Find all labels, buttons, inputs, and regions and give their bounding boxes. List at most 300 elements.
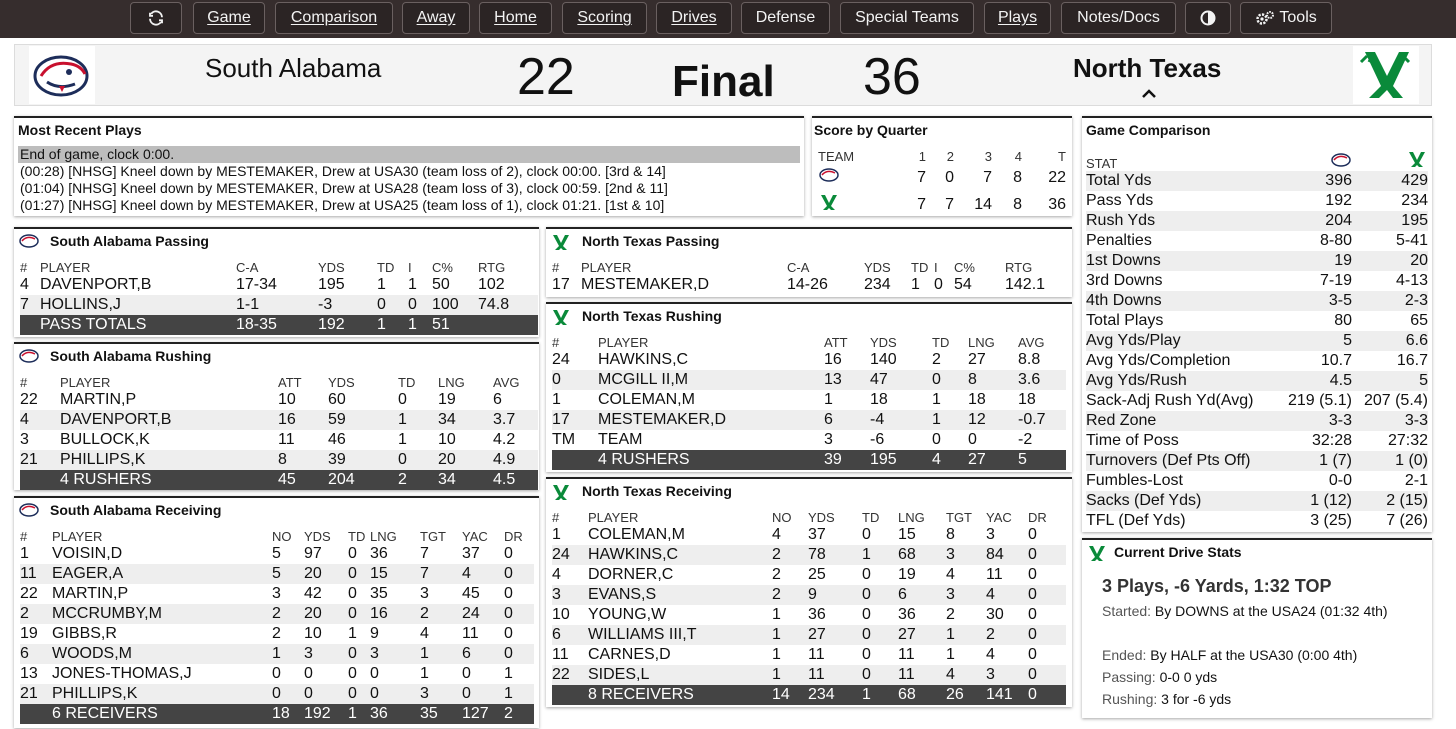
table-cell: 37 bbox=[462, 545, 480, 562]
total-cell: 1 bbox=[377, 315, 408, 335]
table-cell: 100 bbox=[432, 295, 478, 315]
table-cell: 78 bbox=[808, 545, 862, 565]
table-cell: 34 bbox=[438, 410, 493, 430]
table-cell: 0 bbox=[504, 545, 513, 562]
total-cell: 192 bbox=[318, 315, 377, 335]
stat-label: Total Yds bbox=[1086, 171, 1284, 191]
unt-rushing-panel bbox=[546, 302, 1072, 472]
score-by-quarter-panel bbox=[812, 116, 1072, 216]
table-cell: 0 bbox=[862, 646, 871, 663]
usa-mini-logo bbox=[18, 233, 40, 251]
table-cell: 22 bbox=[20, 391, 38, 408]
table-row bbox=[20, 684, 534, 704]
unt-receiving-panel bbox=[546, 477, 1072, 707]
stat-label: Avg Yds/Rush bbox=[1086, 371, 1284, 391]
stat-value: 8-80 bbox=[1319, 232, 1352, 249]
stat-value: 2-1 bbox=[1404, 472, 1428, 489]
table-row bbox=[20, 624, 534, 644]
drive-rushing bbox=[1102, 688, 1402, 710]
total-cell: 39 bbox=[824, 450, 870, 470]
col-header: YDS bbox=[304, 529, 331, 544]
col-header: ATT bbox=[824, 335, 848, 350]
table-cell: DAVENPORT,B bbox=[60, 410, 278, 430]
total-cell: 18-35 bbox=[236, 315, 318, 335]
stat-value: 1 (7) bbox=[1284, 451, 1352, 471]
table-cell: 3 bbox=[986, 665, 1028, 685]
table-cell: 1-1 bbox=[236, 295, 318, 315]
col-header: STAT bbox=[1086, 156, 1118, 171]
rushing-label: Rushing: bbox=[1102, 691, 1158, 707]
table-cell: 2 bbox=[772, 566, 781, 583]
table-cell: 10 bbox=[278, 391, 296, 408]
col-header: RTG bbox=[478, 260, 506, 275]
col-header: # bbox=[20, 375, 28, 390]
stat-value: 6.6 bbox=[1352, 331, 1428, 351]
comparison-row bbox=[1086, 511, 1428, 531]
table-cell: 18 bbox=[870, 391, 888, 408]
stat-value: 5 bbox=[1284, 331, 1352, 351]
table-cell: -4 bbox=[870, 410, 932, 430]
table-cell: 0 bbox=[932, 431, 941, 448]
table-cell: 0 bbox=[348, 604, 370, 624]
table-cell: 21 bbox=[20, 450, 60, 470]
stats-table bbox=[552, 505, 1066, 705]
table-cell: 0 bbox=[370, 665, 379, 682]
table-cell: 1 bbox=[552, 526, 561, 543]
table-cell: 0 bbox=[272, 665, 281, 682]
table-row bbox=[552, 665, 1066, 685]
table-row bbox=[20, 295, 538, 315]
stat-label: Turnovers (Def Pts Off) bbox=[1086, 451, 1284, 471]
total-cell: 26 bbox=[946, 685, 986, 705]
table-cell: 11 bbox=[20, 564, 52, 584]
table-cell: 1 bbox=[946, 625, 986, 645]
nav-away[interactable]: Away bbox=[402, 2, 470, 34]
table-cell: 4 bbox=[986, 585, 1028, 605]
contrast-toggle-button[interactable] bbox=[1185, 2, 1231, 34]
table-cell: 42 bbox=[304, 585, 322, 602]
table-cell: 2 bbox=[946, 606, 955, 623]
table-cell: DAVENPORT,B bbox=[40, 276, 152, 293]
stat-label: Penalties bbox=[1086, 232, 1152, 249]
table-cell: 36 bbox=[370, 545, 388, 562]
table-cell: 0 bbox=[348, 564, 370, 584]
table-cell: 0 bbox=[862, 606, 871, 623]
stat-label: TFL (Def Yds) bbox=[1086, 512, 1186, 529]
stat-label: Total Plays bbox=[1086, 312, 1164, 329]
table-cell: 37 bbox=[808, 526, 826, 543]
stat-value: 3-5 bbox=[1284, 291, 1352, 311]
refresh-button[interactable] bbox=[130, 2, 182, 34]
table-row bbox=[20, 390, 538, 410]
table-cell: 3.7 bbox=[493, 410, 538, 430]
table-cell: 3 bbox=[370, 644, 420, 664]
comparison-row bbox=[1086, 271, 1428, 291]
col-header: # bbox=[552, 510, 560, 525]
total-cell: 1 bbox=[408, 315, 432, 335]
table-row bbox=[552, 525, 1066, 545]
table-cell: 6 bbox=[493, 391, 502, 408]
table-cell: 0 bbox=[862, 625, 898, 645]
total-cell: 34 bbox=[438, 470, 493, 490]
col-header: I bbox=[934, 260, 938, 275]
nav-drives[interactable]: Drives bbox=[656, 2, 732, 34]
table-cell: 19 bbox=[438, 391, 456, 408]
totals-row bbox=[20, 315, 538, 335]
nav-game[interactable]: Game bbox=[193, 2, 265, 34]
table-cell: COLEMAN,M bbox=[598, 391, 695, 408]
stat-value: 19 bbox=[1284, 251, 1352, 271]
col-header: YDS bbox=[318, 260, 345, 275]
table-cell: 5 bbox=[272, 545, 281, 562]
away-score: 22 bbox=[517, 48, 575, 106]
total-cell: 141 bbox=[986, 685, 1028, 705]
total-cell bbox=[20, 704, 52, 724]
nav-scoring[interactable]: Scoring bbox=[562, 2, 647, 34]
total-cell: 4 RUSHERS bbox=[60, 470, 278, 490]
total-cell: 2 bbox=[504, 704, 534, 724]
comparison-row bbox=[1086, 431, 1428, 451]
table-cell: 17-34 bbox=[236, 276, 277, 293]
col-header: DR bbox=[1028, 510, 1047, 525]
table-cell: 3 bbox=[824, 431, 833, 448]
col-header: YDS bbox=[870, 335, 897, 350]
comparison-row bbox=[1086, 191, 1428, 211]
table-row bbox=[552, 410, 1066, 430]
table-cell: VOISIN,D bbox=[52, 545, 123, 562]
table-cell: 1 bbox=[398, 431, 407, 448]
table-cell: 1 bbox=[862, 545, 898, 565]
nav-home[interactable]: Home bbox=[479, 2, 552, 34]
table-cell: 0 bbox=[272, 684, 304, 704]
table-cell: 16 bbox=[370, 604, 420, 624]
table-cell: 54 bbox=[954, 276, 972, 293]
table-cell: 27 bbox=[968, 351, 986, 368]
ended-label: Ended: bbox=[1102, 647, 1147, 663]
table-cell: EVANS,S bbox=[588, 585, 772, 605]
nav-special-teams[interactable]: Special Teams bbox=[840, 2, 974, 34]
quarter-score: 7 bbox=[945, 195, 954, 213]
table-cell: 22 bbox=[552, 665, 588, 685]
panel-title: North Texas Rushing bbox=[582, 308, 722, 324]
play-item: (01:04) [NHSG] Kneel down by MESTEMAKER, Drew at USA28 (team loss of 3), clock 00:59. [2nd & 11] bbox=[20, 180, 668, 196]
total-cell: 4.5 bbox=[493, 470, 538, 490]
table-cell: 8 bbox=[968, 370, 1018, 390]
quarter-score: 7 bbox=[983, 168, 992, 186]
stat-value: 1 (0) bbox=[1352, 451, 1428, 471]
table-cell: 0 bbox=[304, 684, 348, 704]
table-row bbox=[20, 564, 534, 584]
table-cell: 142.1 bbox=[1005, 276, 1046, 293]
table-cell: GIBBS,R bbox=[52, 625, 117, 642]
table-cell: 11 bbox=[808, 646, 825, 663]
table-cell: 4.9 bbox=[493, 450, 538, 470]
table-cell: 0 bbox=[862, 566, 871, 583]
table-cell: 25 bbox=[808, 566, 826, 583]
table-row bbox=[552, 430, 1066, 450]
table-cell: 3.6 bbox=[1018, 370, 1066, 390]
stats-table bbox=[552, 330, 1066, 470]
comparison-row bbox=[1086, 411, 1428, 431]
stat-label: Pass Yds bbox=[1086, 192, 1154, 209]
table-cell: 0 bbox=[968, 431, 977, 448]
total-cell: 51 bbox=[432, 315, 478, 335]
play-item: (01:27) [NHSG] Kneel down by MESTEMAKER, Drew at USA25 (team loss of 1), clock 01:21. [1st & 10] bbox=[20, 197, 665, 213]
stat-label: Sacks (Def Yds) bbox=[1086, 491, 1284, 511]
south-alabama-logo bbox=[29, 46, 95, 104]
comparison-row bbox=[1086, 311, 1428, 331]
unt-mini-logo bbox=[550, 308, 572, 326]
table-cell: 8 bbox=[278, 450, 328, 470]
table-cell: 11 bbox=[898, 665, 946, 685]
table-cell: 15 bbox=[898, 526, 916, 543]
stat-value: 3-3 bbox=[1284, 411, 1352, 431]
table-cell: 2 bbox=[272, 625, 281, 642]
table-cell: 0 bbox=[1028, 585, 1066, 605]
table-cell: JONES-THOMAS,J bbox=[52, 665, 192, 682]
table-cell: 11 bbox=[898, 646, 915, 663]
table-cell: 3 bbox=[552, 585, 588, 605]
table-cell: 8.8 bbox=[1018, 351, 1041, 368]
total-cell: 4 RUSHERS bbox=[598, 450, 824, 470]
team-logo-usa bbox=[818, 164, 902, 191]
col-header: 3 bbox=[984, 149, 992, 164]
table-cell: 10 bbox=[552, 606, 570, 623]
col-header: YAC bbox=[462, 529, 488, 544]
table-cell: 1 bbox=[504, 684, 534, 704]
table-cell: BULLOCK,K bbox=[60, 431, 150, 448]
table-row bbox=[20, 604, 534, 624]
col-header: # bbox=[552, 260, 560, 275]
table-cell: SIDES,L bbox=[588, 665, 772, 685]
table-cell: 12 bbox=[968, 410, 1018, 430]
north-texas-logo bbox=[1353, 46, 1419, 104]
total-cell: 35 bbox=[420, 704, 462, 724]
table-cell: 11 bbox=[808, 665, 862, 685]
table-cell: 3 bbox=[986, 526, 995, 543]
col-header: PLAYER bbox=[52, 529, 103, 544]
total-cell: 234 bbox=[808, 685, 862, 705]
table-cell: 4 bbox=[462, 564, 504, 584]
table-cell: 2 bbox=[986, 625, 1028, 645]
total-cell bbox=[20, 315, 40, 335]
stat-label: 1st Downs bbox=[1086, 251, 1284, 271]
table-cell: 14-26 bbox=[787, 276, 828, 293]
panel-title: Most Recent Plays bbox=[18, 122, 142, 138]
stat-value: 5-41 bbox=[1395, 232, 1428, 249]
table-cell: 47 bbox=[870, 370, 932, 390]
nav-defense[interactable]: Defense bbox=[741, 2, 830, 34]
stat-label: Avg Yds/Play bbox=[1086, 331, 1284, 351]
table-cell: 13 bbox=[20, 665, 38, 682]
current-drive-panel bbox=[1082, 538, 1432, 718]
table-cell: 1 bbox=[348, 625, 357, 642]
total-cell: PASS TOTALS bbox=[40, 315, 236, 335]
col-header: TGT bbox=[420, 529, 446, 544]
totals-row bbox=[20, 704, 534, 724]
table-cell: 0 bbox=[370, 684, 420, 704]
table-cell: 11 bbox=[462, 625, 479, 642]
quarter-score: 8 bbox=[1013, 195, 1022, 213]
table-cell: 4 bbox=[946, 665, 986, 685]
totals-row bbox=[552, 450, 1066, 470]
table-row bbox=[20, 450, 538, 470]
col-header: YDS bbox=[864, 260, 891, 275]
table-cell: 0 bbox=[932, 370, 968, 390]
total-cell bbox=[20, 470, 60, 490]
table-cell: 1 bbox=[772, 625, 808, 645]
table-cell: 1 bbox=[772, 606, 781, 623]
table-cell: 0 bbox=[348, 585, 357, 602]
col-header: C-A bbox=[236, 260, 259, 275]
table-cell: 2 bbox=[772, 585, 808, 605]
col-header: DR bbox=[504, 529, 523, 544]
comparison-row bbox=[1086, 251, 1428, 271]
col-header: C% bbox=[954, 260, 975, 275]
tools-button[interactable]: Tools bbox=[1240, 2, 1332, 34]
table-cell: 6 bbox=[552, 625, 588, 645]
stat-value: 234 bbox=[1401, 192, 1428, 209]
table-cell: 4 bbox=[20, 276, 29, 293]
table-cell: 24 bbox=[552, 351, 570, 368]
passing-label: Passing: bbox=[1102, 669, 1156, 685]
unt-mini-logo bbox=[1086, 544, 1108, 567]
table-cell: 2 bbox=[272, 604, 304, 624]
comparison-row bbox=[1086, 211, 1428, 231]
table-row bbox=[20, 664, 534, 684]
table-cell: 0 bbox=[504, 625, 513, 642]
passing-value: 0-0 0 yds bbox=[1159, 669, 1218, 685]
table-cell: 3 bbox=[20, 431, 29, 448]
table-cell: 1 bbox=[932, 410, 968, 430]
stat-value: 429 bbox=[1352, 171, 1428, 191]
totals-row bbox=[552, 685, 1066, 705]
table-cell: CARNES,D bbox=[588, 646, 671, 663]
usa-rushing-panel bbox=[14, 342, 539, 490]
col-header: TD bbox=[377, 260, 395, 275]
stat-value: 7 (26) bbox=[1386, 512, 1428, 529]
scoreboard bbox=[14, 44, 1432, 106]
started-value: By DOWNS at the USA24 (01:32 4th) bbox=[1154, 603, 1388, 619]
table-cell: 0 bbox=[304, 665, 313, 682]
quarter-score: 7 bbox=[917, 195, 926, 213]
table-cell: 0 bbox=[504, 564, 534, 584]
table-cell: 140 bbox=[870, 351, 897, 368]
total-cell: 14 bbox=[772, 685, 808, 705]
comparison-row bbox=[1086, 291, 1428, 311]
comparison-row bbox=[1086, 331, 1428, 351]
col-header: C% bbox=[432, 260, 453, 275]
stat-value: 32:28 bbox=[1311, 432, 1352, 449]
table-cell: 97 bbox=[304, 545, 322, 562]
table-cell: -2 bbox=[1018, 431, 1033, 448]
col-header: YDS bbox=[808, 510, 835, 525]
nav-notes-docs[interactable]: Notes/Docs bbox=[1061, 2, 1176, 34]
table-cell: 1 bbox=[398, 410, 438, 430]
table-cell: 36 bbox=[808, 606, 826, 623]
table-cell: 45 bbox=[462, 585, 480, 602]
table-cell: 13 bbox=[824, 370, 870, 390]
total-score: 36 bbox=[1048, 195, 1066, 213]
panel-title: South Alabama Rushing bbox=[50, 348, 212, 364]
table-cell: 0 bbox=[1028, 606, 1037, 623]
usa-passing-panel bbox=[14, 227, 539, 337]
usa-receiving-panel bbox=[14, 496, 539, 728]
table-cell: 50 bbox=[432, 276, 450, 293]
total-cell: 4 bbox=[932, 450, 968, 470]
table-cell: 4 bbox=[946, 566, 955, 583]
stat-value: 80 bbox=[1334, 312, 1352, 329]
col-header: 1 bbox=[918, 149, 926, 164]
total-cell: 18 bbox=[272, 704, 304, 724]
table-row bbox=[20, 430, 538, 450]
nav-plays[interactable]: Plays bbox=[984, 2, 1051, 34]
usa-mini-logo bbox=[18, 502, 40, 520]
col-header: AVG bbox=[1018, 335, 1045, 350]
table-cell: 2 bbox=[772, 545, 808, 565]
table-row bbox=[20, 544, 534, 564]
col-header: LNG bbox=[370, 529, 397, 544]
panel-title: Game Comparison bbox=[1086, 122, 1211, 138]
drive-summary: 3 Plays, -6 Yards, 1:32 TOP bbox=[1102, 576, 1332, 596]
table-cell: 11 bbox=[552, 646, 569, 663]
table-cell: 68 bbox=[898, 545, 946, 565]
table-cell: 22 bbox=[20, 585, 38, 602]
panel-title: Current Drive Stats bbox=[1114, 544, 1242, 560]
table-row bbox=[552, 390, 1066, 410]
stat-label: Red Zone bbox=[1086, 411, 1284, 431]
team-logo-unt bbox=[818, 191, 902, 218]
total-score: 22 bbox=[1048, 168, 1066, 186]
table-cell: 3 bbox=[420, 585, 429, 602]
col-header: NO bbox=[272, 529, 292, 544]
table-row bbox=[552, 565, 1066, 585]
table-cell: 1 bbox=[272, 644, 304, 664]
stat-value: 195 bbox=[1352, 211, 1428, 231]
stat-value: 20 bbox=[1352, 251, 1428, 271]
total-cell bbox=[552, 450, 598, 470]
total-cell bbox=[478, 315, 538, 335]
table-cell: 0 bbox=[862, 526, 871, 543]
table-cell: HAWKINS,C bbox=[598, 351, 689, 368]
table-cell: 0 bbox=[934, 276, 943, 293]
table-row bbox=[20, 584, 534, 604]
table-cell: 6 bbox=[20, 644, 52, 664]
col-header: 2 bbox=[946, 149, 954, 164]
table-cell: 18 bbox=[968, 391, 986, 408]
panel-title: South Alabama Receiving bbox=[50, 502, 222, 518]
total-cell: 8 RECEIVERS bbox=[588, 685, 772, 705]
col-header: 4 bbox=[1014, 149, 1022, 164]
comparison-row bbox=[1086, 491, 1428, 511]
home-score: 36 bbox=[863, 48, 921, 106]
table-cell: 0 bbox=[1028, 625, 1066, 645]
col-header: PLAYER bbox=[598, 335, 649, 350]
stats-table bbox=[20, 524, 534, 724]
comparison-row bbox=[1086, 351, 1428, 371]
nav-comparison[interactable]: Comparison bbox=[275, 2, 393, 34]
unt-mini-logo bbox=[550, 483, 572, 501]
comparison-row bbox=[1086, 451, 1428, 471]
table-cell: 1 bbox=[824, 391, 833, 408]
table-cell: 6 bbox=[824, 410, 870, 430]
table-cell: 0 bbox=[398, 391, 407, 408]
table-cell: 24 bbox=[462, 604, 504, 624]
stat-value: 192 bbox=[1325, 192, 1352, 209]
possession-marker-icon bbox=[1141, 85, 1157, 103]
stat-value: 396 bbox=[1284, 171, 1352, 191]
table-cell: 0 bbox=[348, 684, 370, 704]
